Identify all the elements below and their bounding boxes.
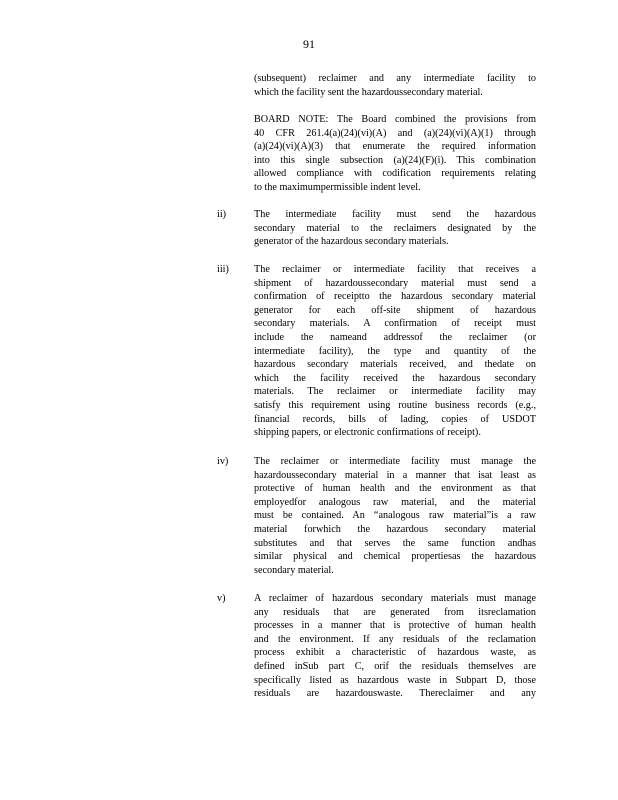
text-line: any residuals that are generated from itsreclamation: [254, 606, 536, 618]
text-line: which the facility sent the hazardoussecondary material.: [254, 86, 483, 98]
page-number: 91: [303, 37, 315, 51]
text-line: include the nameand addressof the reclaimer (or: [254, 331, 536, 343]
text-line: hazardoussecondary material in a manner that isat least as: [254, 469, 536, 481]
text-line: financial records, bills of lading, copies of USDOT: [254, 413, 536, 425]
text-line: secondary material to the reclaimers designated by the: [254, 222, 536, 234]
text-line: residuals are hazardouswaste. Thereclaimer and any: [254, 688, 536, 700]
text-line: process exhibit a characteristic of hazardous waste, as: [254, 647, 536, 659]
text-line: which the facility received the hazardous secondary: [254, 372, 536, 384]
text-line: The reclaimer or intermediate facility must manage the: [254, 456, 536, 467]
text-line: 40 CFR 261.4(a)(24)(vi)(A) and (a)(24)(vi)(A)(1) through: [254, 127, 536, 139]
text-line: The intermediate facility must send the hazardous: [254, 209, 536, 220]
text-line: protective of human health and the environment as that: [254, 483, 536, 495]
text-line: shipping papers, or electronic confirmations of receipt).: [254, 427, 481, 439]
text-line: employedfor analogous raw material, and the material: [254, 496, 536, 508]
text-line: processes in a manner that is protective of human health: [254, 620, 536, 632]
text-line: materials. The reclaimer or intermediate facility may: [254, 386, 536, 398]
list-item-iv: [254, 455, 536, 577]
text-line: into this single subsection (a)(24)(F)(i). This combination: [254, 154, 536, 166]
list-marker: ii): [217, 209, 227, 220]
text-line: (a)(24)(vi)(A)(3) that enumerate the required information: [254, 141, 536, 153]
text-line: secondary materials. A confirmation of receipt must: [254, 318, 536, 330]
list-item-ii: [254, 208, 536, 249]
board-note: [254, 113, 536, 195]
list-marker: v): [217, 593, 226, 604]
text-line: allowed compliance with codification requirements relating: [254, 168, 536, 180]
text-line: hazardous secondary materials received, and thedate on: [254, 359, 536, 371]
text-line: substitutes and that serves the same function andhas: [254, 537, 536, 549]
text-line: specifically listed as hazardous waste in Subpart D, those: [254, 674, 536, 686]
text-line: confirmation of receiptto the hazardous secondary material: [254, 291, 536, 303]
list-marker: iii): [217, 264, 229, 275]
text-line: satisfy this requirement using routine business records (e.g.,: [254, 399, 536, 411]
text-line: generator for each off-site shipment of hazardous: [254, 304, 536, 316]
text-line: intermediate facility), the type and quantity of the: [254, 345, 536, 357]
list-item-v: [254, 592, 536, 701]
text-line: must be contained. An “analogous raw material”is a raw: [254, 510, 536, 522]
text-line: similar physical and chemical propertiesas the hazardous: [254, 551, 536, 563]
text-line: secondary material.: [254, 564, 334, 576]
text-line: generator of the hazardous secondary materials.: [254, 236, 449, 248]
continuation-paragraph: [254, 72, 536, 99]
text-line: shipment of hazardoussecondary material must send a: [254, 277, 536, 289]
text-line: to the maximumpermissible indent level.: [254, 181, 421, 193]
text-line: (subsequent) reclaimer and any intermediate facility to: [254, 73, 536, 84]
text-line: material forwhich the hazardous secondary material: [254, 523, 536, 535]
text-line: and the environment. If any residuals of the reclamation: [254, 633, 536, 645]
list-item-iii: [254, 263, 536, 440]
text-line: The reclaimer or intermediate facility that receives a: [254, 264, 536, 275]
text-line: A reclaimer of hazardous secondary materials must manage: [254, 593, 536, 604]
list-marker: iv): [217, 456, 229, 467]
text-line: BOARD NOTE: The Board combined the provisions from: [254, 114, 536, 125]
text-line: defined inSub part C, orif the residuals themselves are: [254, 660, 536, 672]
